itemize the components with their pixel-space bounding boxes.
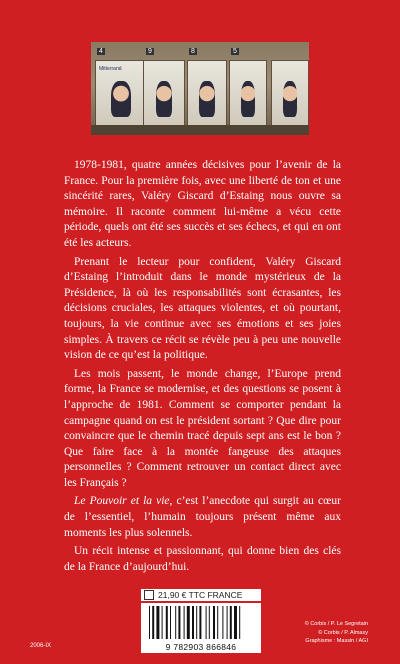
barcode-bar <box>192 606 194 639</box>
poster-board <box>187 60 227 128</box>
poster-board <box>143 60 185 128</box>
poster-number: 4 <box>99 48 103 55</box>
paragraph: Les mois passent, le monde change, l’Europe prend forme, la France se modernise, et des questions se posent à l’approche de 1981. Comment se comporter pendant la campagne quand on est le président sortant ? Que dire pour convaincre que le chemin tracé depuis sept ans est le bon ? Que faire face à la montée fangeuse des attaques personnelles ? Comment retrouver un contact direct avec les Français ? <box>64 367 341 489</box>
barcode-bar <box>162 606 163 639</box>
isbn-barcode <box>141 603 261 653</box>
paragraph: Un récit intense et passionnant, qui donne bien des clés de la France d’aujourd’hui. <box>64 545 341 573</box>
poster-number: 9 <box>148 48 152 55</box>
barcode-bar <box>156 606 159 639</box>
barcode-bar <box>213 606 215 639</box>
poster-number: 8 <box>191 48 195 55</box>
barcode-bars <box>141 603 261 641</box>
barcode-bar <box>230 606 232 639</box>
credit-line: Graphisme : Massin / AGI <box>305 638 368 644</box>
credit-line: © Corbis / P. Almasy <box>318 629 368 636</box>
barcode-bar <box>222 606 223 639</box>
barcode-bar <box>166 606 168 639</box>
price-label <box>141 589 261 601</box>
barcode-bar <box>239 606 240 639</box>
paragraph: 1978-1981, quatre années décisives pour l’avenir de la France. Pour la première fois, avec une liberté de ton et une sincérité rares, Valéry Giscard d’Estaing nous ouvre sa mémoire. Il raconte comment lui-même a vécu cette période, quels ont été ses succès et ses échecs, et qui en ont été les acteurs. <box>64 159 341 249</box>
poster-headline: Mitterrand <box>99 66 122 72</box>
paragraph-rest: , c’est l’anecdote qui surgit au cœur de l’essentiel, l’humain toujours présent même aux moments les plus solennels. <box>64 495 342 539</box>
back-cover-text <box>64 158 341 578</box>
book-title: Le Pouvoir et la vie <box>74 495 170 508</box>
price-text: 21,90 € TTC FRANCE <box>158 590 243 600</box>
barcode-bar <box>209 606 210 639</box>
paragraph <box>64 494 341 541</box>
poster-board <box>271 60 309 128</box>
barcode-bar <box>178 606 180 639</box>
barcode-bar <box>199 606 201 639</box>
barcode-bar <box>149 606 150 639</box>
barcode-bar <box>196 606 197 639</box>
poster-number: 5 <box>233 48 237 55</box>
barcode-bar <box>206 606 207 639</box>
credit-line: © Corbis / P. Le Segretain <box>304 621 368 627</box>
barcode-bar <box>152 606 154 639</box>
barcode-bar <box>227 606 228 639</box>
barcode-bar <box>217 606 218 639</box>
edition-code: 2006-IX <box>30 643 52 649</box>
photo-credits <box>305 620 368 646</box>
barcode-bar <box>175 606 176 639</box>
barcode-bar <box>184 606 185 639</box>
barcode-bar <box>187 606 190 639</box>
barcode-bar <box>234 606 237 639</box>
barcode-bar <box>170 606 171 639</box>
poster-board <box>229 60 267 128</box>
paragraph: Prenant le lecteur pour confident, Valéry Giscard d’Estaing l’introduit dans le monde mystérieux de la Présidence, là où les responsabilités sont écrasantes, les décisions cruciales, les attaques violentes, et où pourtant, toujours, la vie continue avec ses émotions et ses joies simples. À travers ce récit se révèle peu à peu une nouvelle vision de ce qu’est la politique. <box>64 255 341 362</box>
price-box-icon <box>144 590 154 600</box>
cover-photo-election-posters <box>91 42 309 135</box>
barcode-digits: 9 782903 866846 <box>165 642 237 652</box>
wall-base <box>91 125 309 135</box>
